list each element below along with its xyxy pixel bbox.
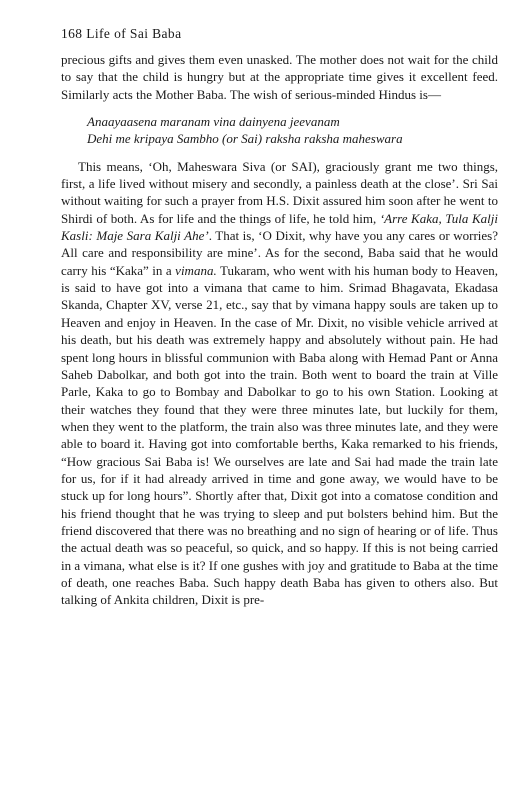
vimana-term: vimana.: [175, 262, 217, 278]
verse-line-2: Dehi me kripaya Sambho (or Sai) raksha raksha maheswara: [87, 131, 403, 147]
running-head: 168 Life of Sai Baba: [61, 26, 182, 41]
paragraph-text: This means, ‘Oh, Maheswara Siva (or SAI), graciously grant me two things, first, a life lived without misery and secondly, a painless death at the close’. Sri Sai without waiting for such a prayer from H.S. Dixit assured him soon after he went to Shirdi of both. As for life and the things of life, he told him,: [61, 158, 498, 226]
marathi-quote: ‘Arre Kaka, Tula Kalji Kasli: Maje Sara Kalji Ahe’: [61, 210, 498, 244]
paragraph-continuation: precious gifts and gives them even unasked. The mother does not wait for the child to say that the child is hungry but at the appropriate time gives it excellent feed. Similarly acts the Mother Baba. The wish of serious-minded Hindus is—: [61, 52, 498, 102]
page-body: [61, 51, 498, 609]
paragraph-text: Tukaram, who went with his human body to Heaven, is said to have got into a vimana that came to him. Srimad Bhagavata, Ekadasa Skanda, Chapter XV, verse 21, etc., say that by vimana happy souls are taken up to Heaven and enjoy in Heaven. In the case of Mr. Dixit, no visible vehicle arrived at his death, but his death was extremely happy and absolutely without pain. He had spent long hours in blissful communion with Baba along with Hemad Pant or Anna Saheb Dabolkar, and both got into the train. Both went to board the train at Ville Parle, Kaka to go to Bombay and Dabolkar to go to his own Station. Looking at their watches they found that they were three minutes late, but luckily for them, when they went to the platform, the train also was three minutes late, and they were able to board it. Having got into comfortable berths, Kaka remarked to his friends, “How gracious Sai Baba is! We ourselves are late and Sai had made the train late for us, for if it had already arrived in time and gone away, we would have to be stuck up for long hours”. Shortly after that, Dixit got into a comatose condition and his friend thought that he was trying to sleep and put bolsters behind him. But the friend discovered that there was no breathing and no sign of hearing or of life. Thus the actual death was so peaceful, so quick, and so happy. If this is not being carried in a vimana, what else is it? If one gushes with joy and gratitude to Baba at the time of death, one reaches Baba. Such happy death Baba has given to others also. But talking of Ankita children, Dixit is pre-: [61, 262, 498, 608]
paragraph-main: [61, 158, 498, 609]
verse-line-1: Anaayaasena maranam vina dainyena jeevanam: [87, 114, 340, 130]
sanskrit-verse: [87, 113, 498, 148]
paragraph-text: . That is, ‘O Dixit, why have you any cares or worries? All care and responsibility are mine’. As for the second, Baba said that he would carry his “Kaka” in a: [61, 228, 498, 278]
